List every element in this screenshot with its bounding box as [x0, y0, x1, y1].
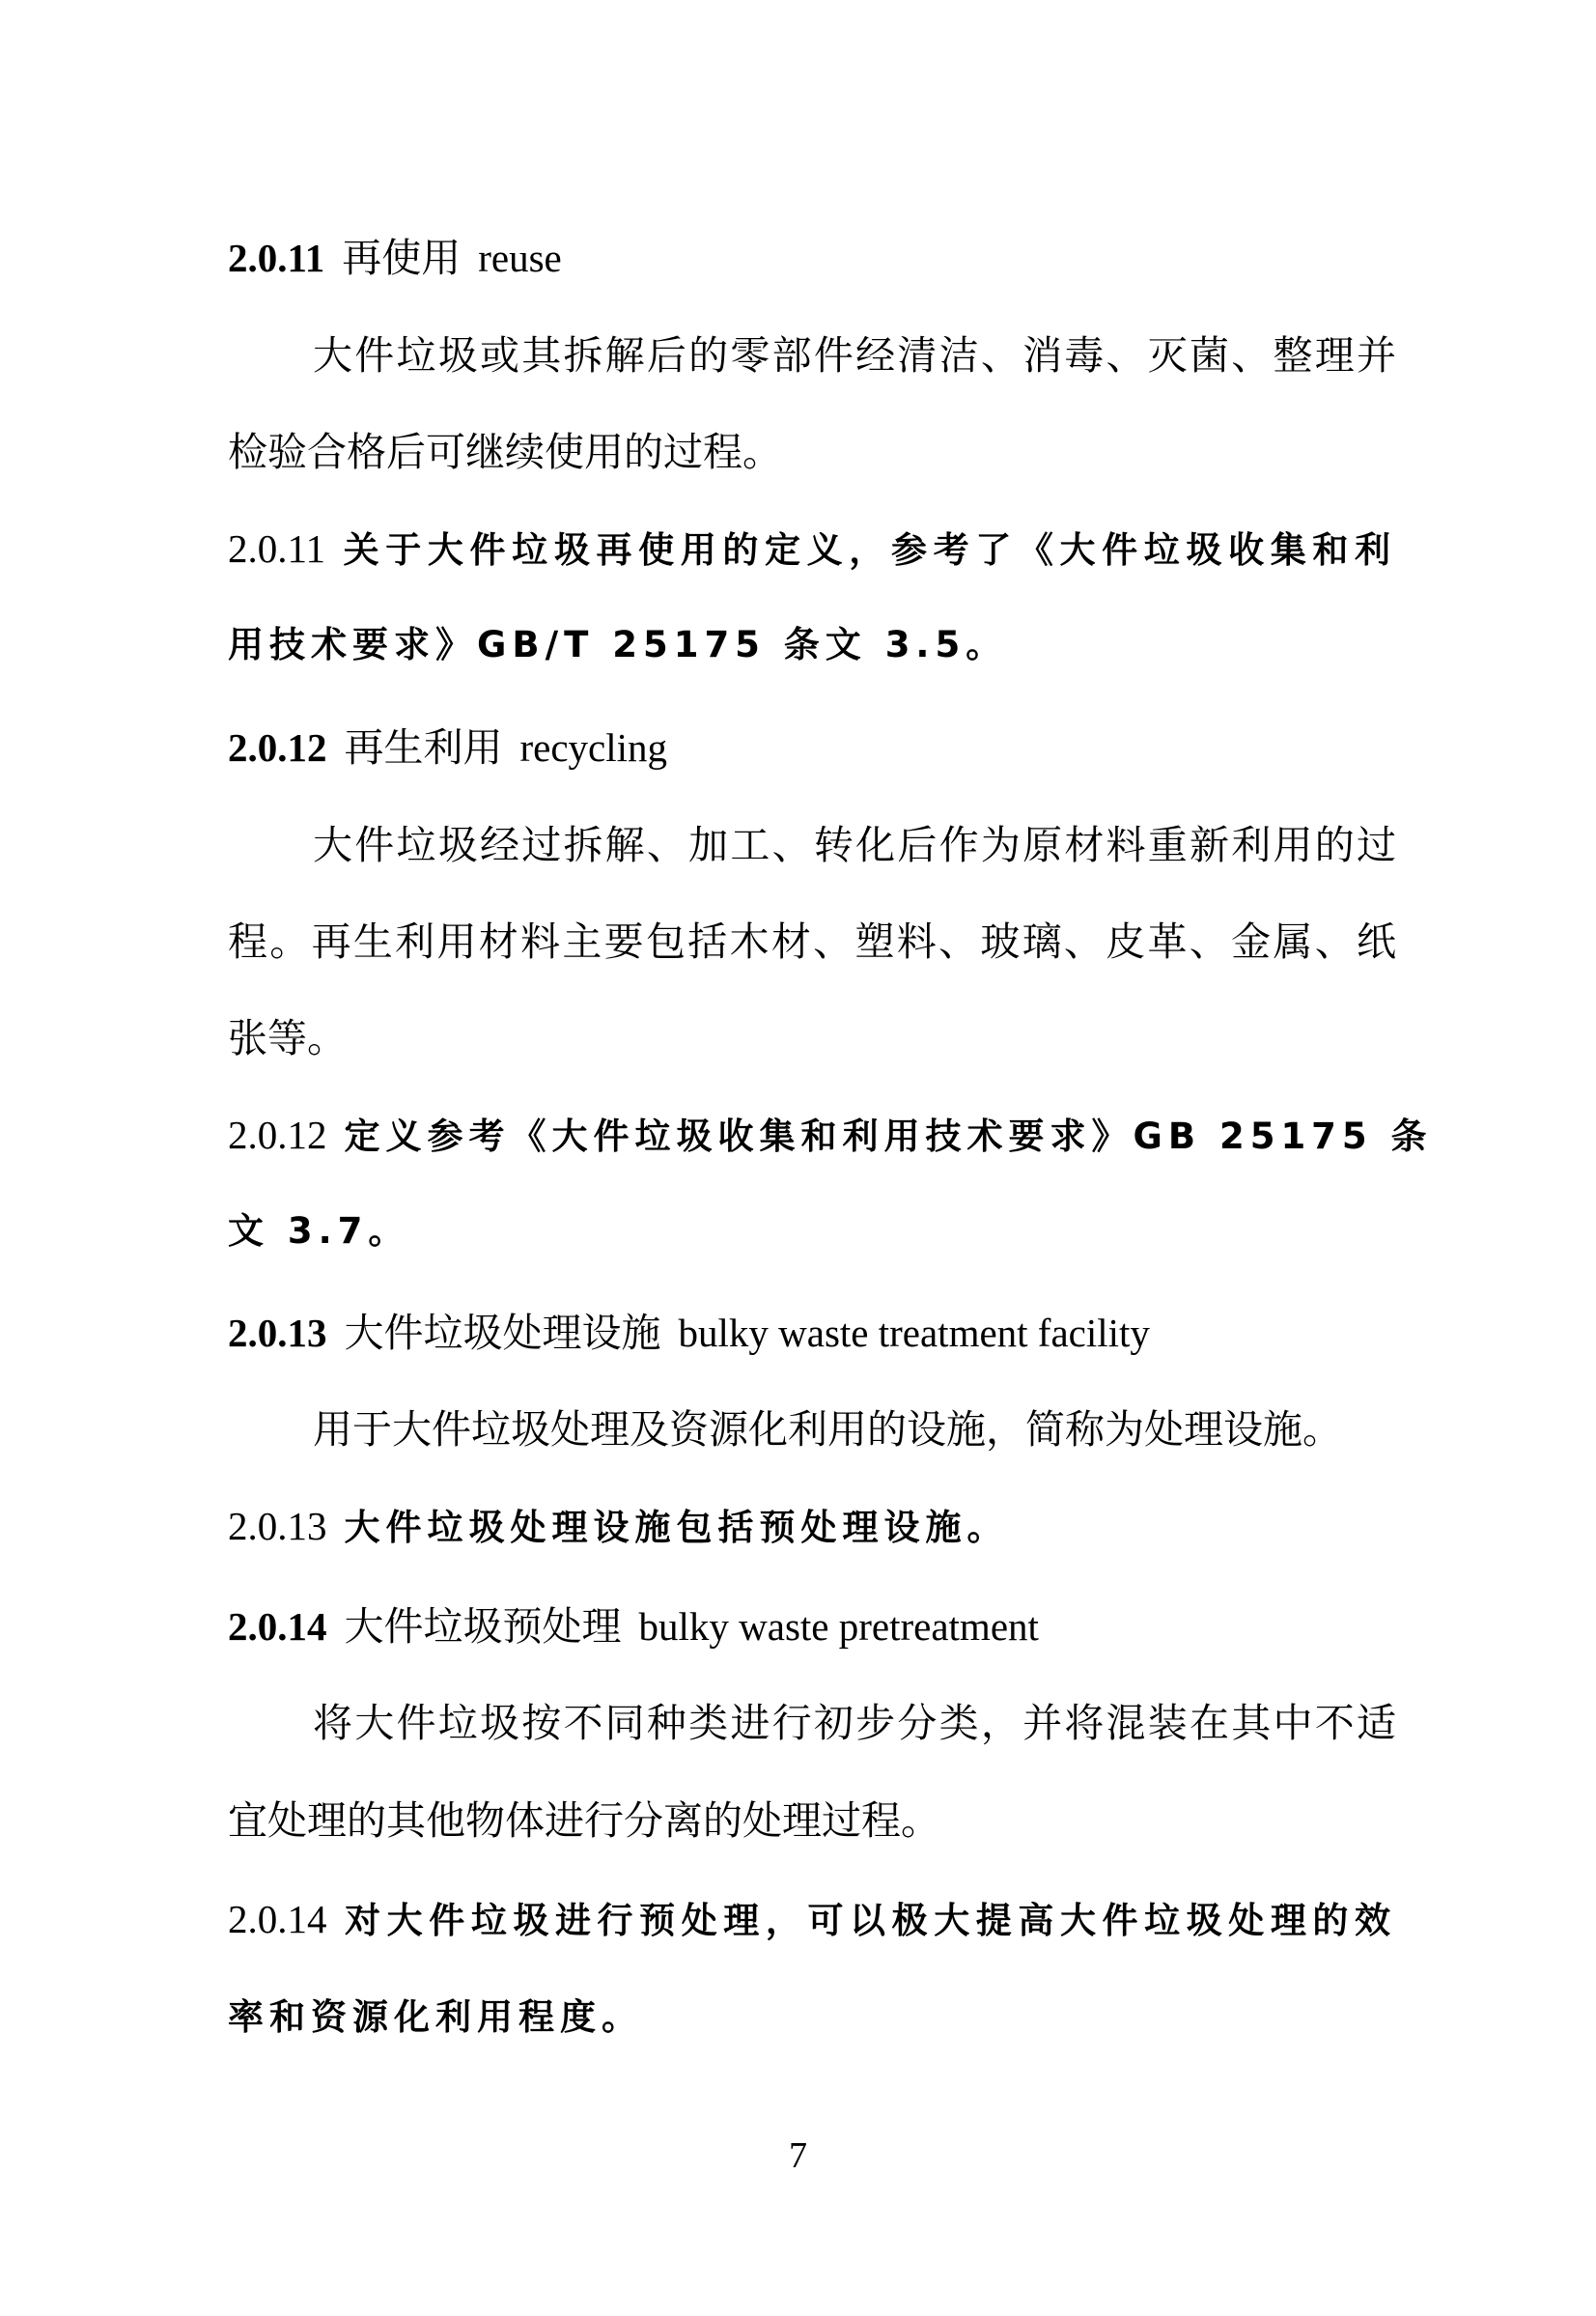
term-number: 2.0.13 [228, 1311, 327, 1355]
definition-line: 程。再生利用材料主要包括木材、塑料、玻璃、皮革、金属、纸 [228, 918, 1396, 965]
note-2-0-13 [228, 1497, 1396, 1557]
term-heading-2-0-11 [228, 229, 1396, 287]
note-2-0-11-line-1 [228, 520, 1396, 579]
term-english: bulky waste treatment facility [678, 1311, 1150, 1355]
term-number: 2.0.12 [228, 725, 327, 770]
definition-line: 用于大件垃圾处理及资源化利用的设施，简称为处理设施。 [313, 1406, 1342, 1453]
definition-line: 大件垃圾或其拆解后的零部件经清洁、消毒、灭菌、整理并 [313, 332, 1396, 379]
note-text: 关于大件垃圾再使用的定义，参考了《大件垃圾收集和利 [342, 529, 1396, 571]
note-2-0-14-line-1 [228, 1890, 1396, 1950]
term-heading-2-0-13 [228, 1304, 1396, 1362]
term-chinese: 大件垃圾预处理 [344, 1603, 622, 1650]
term-heading-2-0-12 [228, 719, 1396, 777]
term-english: bulky waste pretreatment [638, 1604, 1039, 1649]
definition-line: 大件垃圾经过拆解、加工、转化后作为原材料重新利用的过 [313, 822, 1396, 868]
term-heading-2-0-14 [228, 1597, 1396, 1655]
note-text: 文 3.7。 [228, 1210, 410, 1252]
term-number: 2.0.11 [228, 236, 325, 280]
note-text: 用技术要求》GB/T 25175 条文 3.5。 [228, 624, 1008, 665]
note-number: 2.0.13 [228, 1504, 327, 1548]
note-text: 大件垃圾处理设施包括预处理设施。 [344, 1507, 1009, 1548]
note-number: 2.0.12 [228, 1113, 327, 1157]
note-text: 率和资源化利用程度。 [228, 1996, 643, 2038]
term-english: recycling [519, 725, 668, 770]
note-2-0-12-line-1 [228, 1106, 1433, 1166]
note-number: 2.0.11 [228, 526, 325, 571]
definition-line: 检验合格后可继续使用的过程。 [228, 429, 782, 475]
definition-line: 张等。 [228, 1015, 347, 1061]
note-text: 对大件垃圾进行预处理，可以极大提高大件垃圾处理的效 [344, 1900, 1396, 1941]
term-chinese: 大件垃圾处理设施 [344, 1310, 661, 1356]
definition-line: 将大件垃圾按不同种类进行初步分类，并将混装在其中不适 [313, 1700, 1396, 1746]
term-chinese: 再使用 [342, 235, 462, 281]
note-number: 2.0.14 [228, 1897, 327, 1941]
term-chinese: 再生利用 [344, 724, 503, 771]
page-number: 7 [789, 2135, 807, 2176]
note-text: 定义参考《大件垃圾收集和利用技术要求》GB 25175 条 [344, 1116, 1433, 1157]
term-english: reuse [478, 236, 562, 280]
term-number: 2.0.14 [228, 1604, 327, 1649]
definition-line: 宜处理的其他物体进行分离的处理过程。 [228, 1797, 940, 1844]
